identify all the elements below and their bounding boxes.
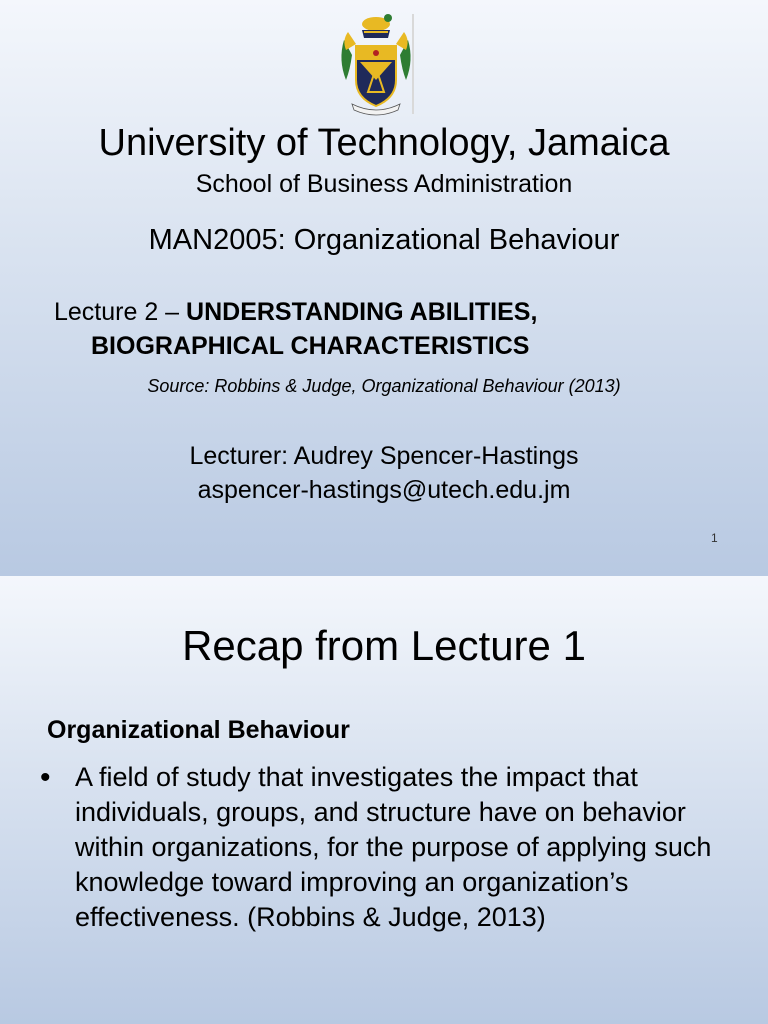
lecture-title-line1 (54, 295, 537, 329)
lecture-topic-line2: BIOGRAPHICAL CHARACTERISTICS (91, 332, 530, 360)
school-name: School of Business Administration (195, 170, 573, 198)
slide-number: 1 (711, 531, 718, 545)
lecturer-email: aspencer-hastings@utech.edu.jm (197, 476, 571, 504)
bullet-text: A field of study that investigates the impact that individuals, groups, and structure have on behavior within organizations, for the purpose of applying such knowledge toward improving an organization’s effectiveness. (Robbins & Judge, 2013) (75, 762, 712, 932)
crest-divider (412, 14, 414, 114)
university-crest-icon (334, 10, 418, 118)
source-citation: Source: Robbins & Judge, Organizational Behaviour (2013) (147, 376, 621, 396)
university-name: University of Technology, Jamaica (98, 122, 670, 164)
course-title: MAN2005: Organizational Behaviour (148, 224, 620, 256)
bullet-item (40, 760, 730, 935)
recap-title: Recap from Lecture 1 (182, 622, 586, 669)
lecture-prefix: Lecture 2 – (54, 298, 187, 326)
lecture-title (54, 295, 537, 363)
ob-heading: Organizational Behaviour (47, 716, 350, 744)
lecture-topic-line1: UNDERSTANDING ABILITIES, (186, 298, 538, 326)
lecturer-info (0, 439, 768, 507)
lecturer-name: Lecturer: Audrey Spencer-Hastings (189, 442, 579, 470)
bullet-icon: • (40, 761, 51, 794)
